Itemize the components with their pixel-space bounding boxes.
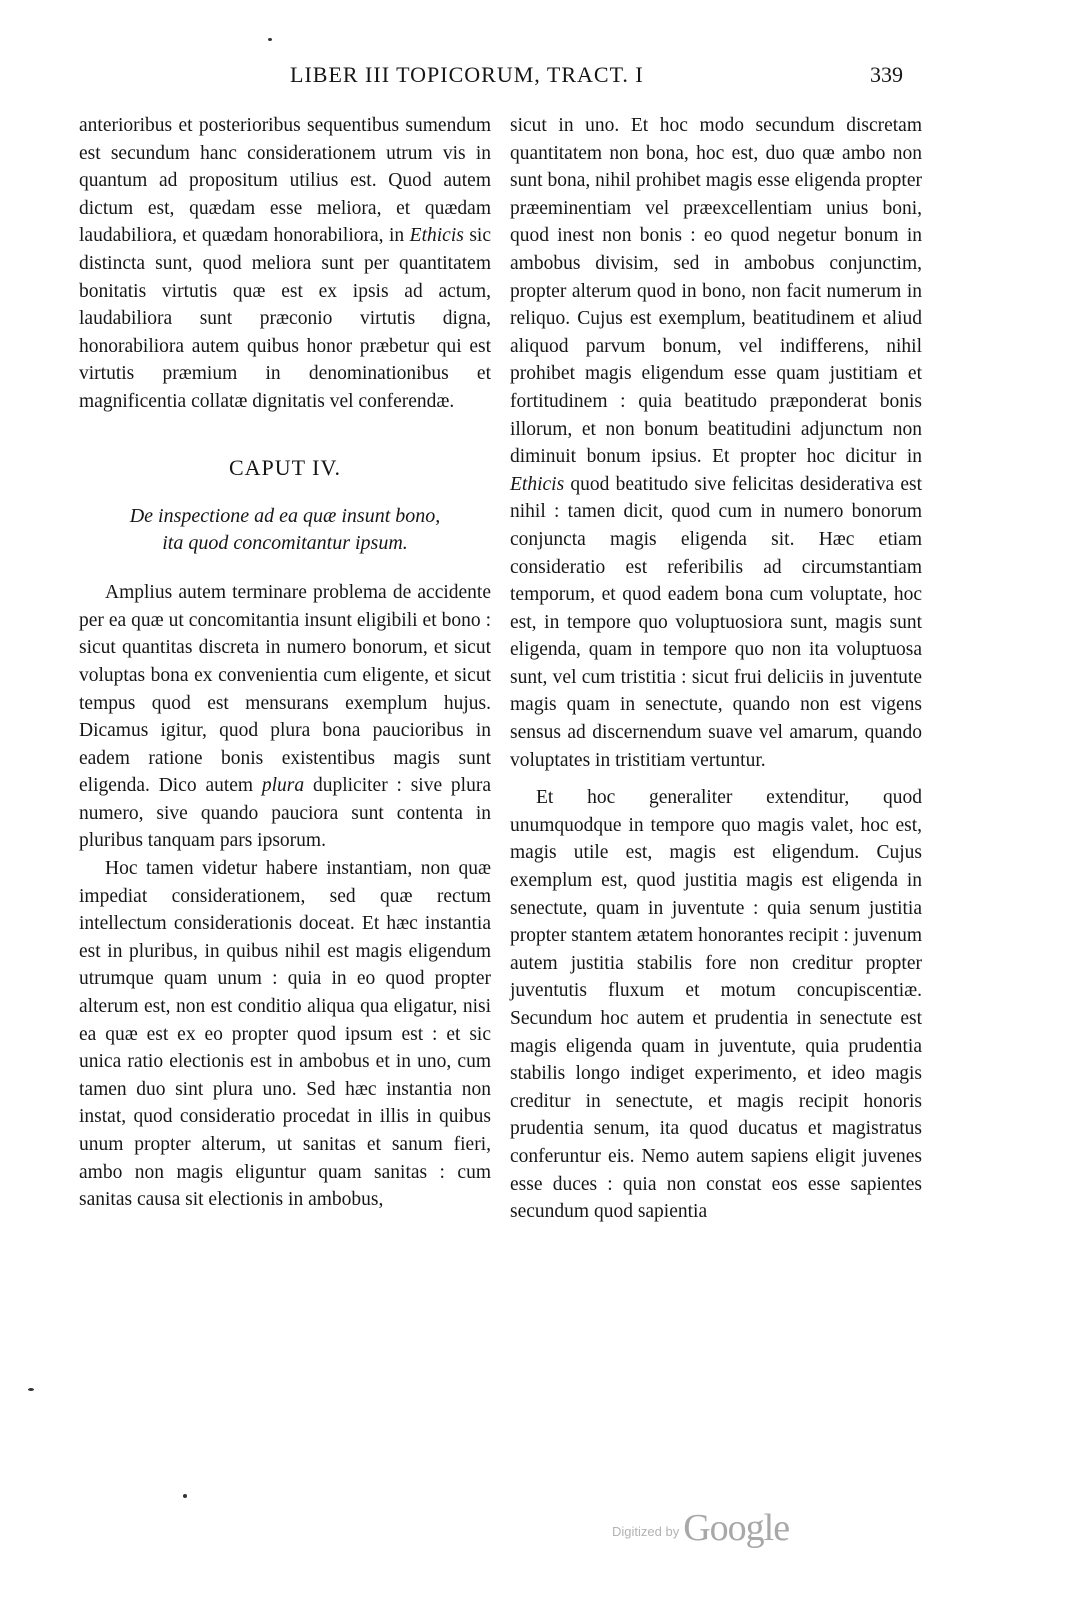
subtitle-line-1: De inspectione ad ea quæ insunt bono,	[129, 505, 441, 528]
chapter-heading: CAPUT IV.	[228, 454, 342, 480]
text-run: sic distincta sunt, quod meliora sunt per quantitatem bonitatis virtutis quæ est ex ipsis ad actum, laudabiliora sunt præconio virtutis digna, honorabiliora autem quibus honor præbetur qui est virtutis præmium in denominationibus et magnificentia collatæ dignitatis vel conferendæ.	[79, 225, 491, 412]
text-run: anterioribus et posterioribus sequentibus sumendum est secundum hanc considerationem utrum vis in quantum ad propositum utilius est. Quod autem dictum est, quædam esse meliora, et quædam laudabiliora, et quædam honorabiliora, in	[79, 115, 491, 247]
italic-term: Ethicis	[510, 473, 565, 495]
google-logo: Google	[683, 1507, 790, 1549]
text-run: dupliciter : sive plura numero, sive quando pauciora sunt contenta in pluribus tanquam pars ipsorum.	[79, 775, 491, 852]
chapter-subtitle	[79, 503, 491, 557]
italic-term: Ethicis	[409, 225, 464, 247]
subtitle-line-2: ita quod concomitantur ipsum.	[162, 532, 408, 555]
text-run: quod beatitudo sive felicitas desiderativa est nihil : tamen dicit, quod cum in numero bonorum conjuncta magis eligenda sit. Hæc etiam consideratio est referibilis ad circumstantiam temporum, et quod eadem bona cum voluptate, hoc est, in tempore quo voluptuosiora sunt, magis sunt eligenda, quam in tempore quo non ita voluptuosa sunt, vel cum tristitia : sicut frui deliciis in juventute magis quam in senectute, quando non est vigens sensus ad discernendum suave vel amarum, quando voluptates in tristitiam vertuntur.	[510, 473, 922, 771]
italic-term: plura	[261, 775, 305, 797]
digitized-by-google-watermark	[612, 1506, 790, 1549]
page-header	[0, 62, 1078, 96]
left-paragraph-1	[79, 112, 491, 416]
left-paragraph-3: Hoc tamen videtur habere instantiam, non quæ impediat considerationem, sed quæ rectum intellectum considerationis doceat. Et hæc instantia est in pluribus, in quibus nihil est magis eligendum utrumque quam unum : quia in eo quod propter alterum est, non est conditio aliqua qua eligatur, nisi ea quæ est ex eo propter quod ipsum est : et sic unica ratio electionis est in ambobus et in uno, cum tamen duo sint plura uno. Sed hæc instantia non instat, quod consideratio procedat in illis in quibus unum propter alterum, ut sanitas et sanum fieri, ambo non magis eliguntur quam sanitas : cum sanitas causa sit electionis in ambobus,	[79, 858, 491, 1211]
running-title: LIBER III TOPICORUM, TRACT. I	[290, 62, 644, 87]
left-column	[79, 112, 491, 1214]
ink-speck	[28, 1388, 34, 1391]
page-number: 339	[870, 62, 903, 87]
text-run: Amplius autem terminare problema de accidente per ea quæ ut concomitantia insunt eligibili et bono : sicut quantitas discreta in numero bonorum, et sicut voluptas bona ex convenientia cum eligente, et sicut tempus quod est mensurans exemplum hujus. Dicamus igitur, quod plura bona paucioribus in eadem ratione bonis existentibus magis sunt eligenda. Dico autem	[79, 582, 491, 797]
ink-speck	[183, 1494, 187, 1498]
text-run: sicut in uno. Et hoc modo secundum discretam quantitatem non bona, hoc est, duo quæ ambo non sunt bona, nihil prohibet magis esse eligenda propter præeminentiam vel præexcellentiam unius boni, quod inest non bonis : eo quod negetur bonum in ambobus divisim, sed in ambobus conjunctim, propter alterum quod in bono, non facit numerum in reliquo. Cujus est exemplum, beatitudinem et aliud aliquod parvum bonum, vel indifferens, nihil prohibet magis eligendum esse quam justitiam et fortitudinem : quia beatitudo præponderat bonis illorum, et non bonum beatitudini adjunctum non diminuit bonum ipsius. Et propter hoc dicitur in	[510, 115, 922, 468]
left-paragraph-2	[79, 579, 491, 855]
digitized-label: Digitized by	[612, 1524, 680, 1539]
paragraph-gap	[510, 774, 922, 784]
ink-speck	[268, 38, 272, 41]
right-paragraph-2: Et hoc generaliter extenditur, quod unumquodque in tempore quo magis valet, hoc est, magis utile est, magis est eligendum. Cujus exemplum est, quod justitia magis est eligenda in senectute, quam in juventute : quia senum justitia propter stantem ætatem honorantes recipit : juvenum autem justitia stabilis fore non creditur propter juventutis fluxum et motum concupiscentiæ. Secundum hoc autem et prudentia in senectute est magis eligenda quam in juventute, quia prudentia stabilis longo indiget experimento, et ideo magis creditur in senectute, et magis recipit honoris prudentia senum, ita quod ducatus et magistratus conferuntur eis. Nemo autem sapiens eligit juvenes esse duces : quia non constat eos esse sapientes secundum quod sapientia	[510, 787, 922, 1223]
right-column	[510, 112, 922, 1226]
right-paragraph-1	[510, 112, 922, 774]
